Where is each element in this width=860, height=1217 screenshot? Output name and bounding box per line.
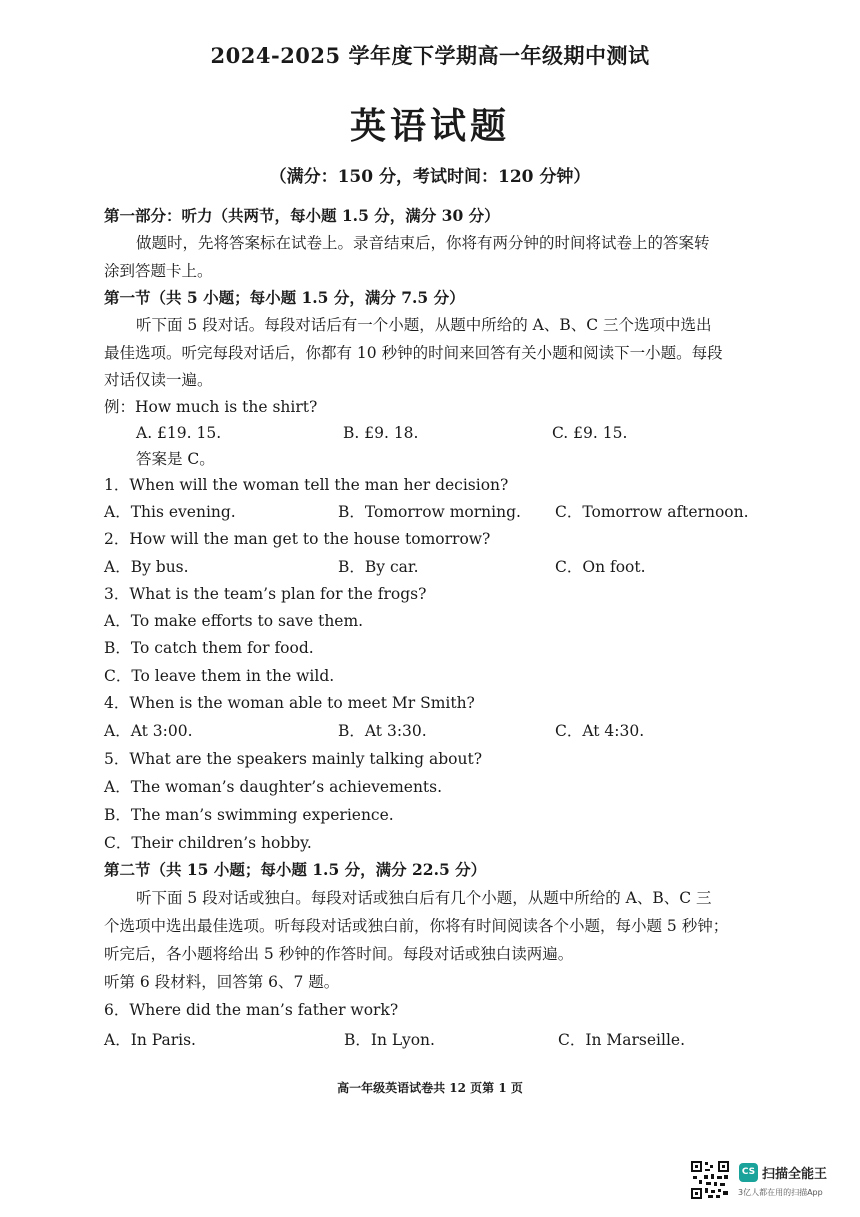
question-3-option-c: C．To leave them in the wild. [104,667,335,685]
page-footer: 高一年级英语试卷共 12 页第 1 页 [337,1081,523,1095]
question-2-stem: 2．How will the man get to the house tomorrow? [104,530,491,548]
question-5-option-a: A．The woman’s daughter’s achievements. [104,778,443,796]
section2-instruction-line1: 听下面 5 段对话或独白。每段对话或独白后有几个小题，从题中所给的 A、B、C 三 [136,889,712,907]
section1-instruction-line3: 对话仅读一遍。 [104,371,213,389]
question-1-option-b: B．Tomorrow morning. [338,503,521,521]
section1-instruction-line1: 听下面 5 段对话。每段对话后有一个小题，从题中所给的 A、B、C 三个选项中选出 [136,316,712,334]
question-4-stem: 4．When is the woman able to meet Mr Smith? [104,694,475,712]
exam-title: 2024-2025 学年度下学期高一年级期中测试 [210,43,650,68]
example-option-a: A. £19. 15. [136,424,222,442]
question-2-option-a: A．By bus. [104,558,189,576]
scanner-watermark [690,1160,860,1205]
question-6-option-b: B．In Lyon. [344,1031,435,1049]
question-2-option-b: B．By car. [338,558,419,576]
question-3-stem: 3．What is the team’s plan for the frogs? [104,585,427,603]
scanner-logo-icon: CS [739,1163,758,1182]
section2-heading: 第二节（共 15 小题；每小题 1.5 分，满分 22.5 分） [104,860,487,879]
question-4-option-a: A．At 3:00. [104,722,193,740]
question-3-option-b: B．To catch them for food. [104,639,314,657]
score-info: （满分：150 分，考试时间：120 分钟） [269,167,591,187]
section1-instruction-line2: 最佳选项。听完每段对话后，你都有 10 秒钟的时间来回答有关小题和阅读下一小题。每段 [104,344,723,362]
question-4-option-c: C．At 4:30. [555,722,645,740]
example-question: 例：How much is the shirt? [104,398,318,416]
part1-instruction-line1: 做题时，先将答案标在试卷上。录音结束后，你将有两分钟的时间将试卷上的答案转 [136,234,710,252]
example-option-b: B. £9. 18. [343,424,419,442]
subject-title: 英语试题 [349,105,510,147]
question-3-option-a: A．To make efforts to save them. [104,612,364,630]
scanner-tagline: 3亿人都在用的扫描App [738,1188,823,1197]
section1-heading: 第一节（共 5 小题；每小题 1.5 分，满分 7.5 分） [104,288,465,307]
part1-heading: 第一部分：听力（共两节，每小题 1.5 分，满分 30 分） [104,206,500,225]
question-1-option-c: C．Tomorrow afternoon. [555,503,749,521]
question-6-option-c: C．In Marseille. [558,1031,686,1049]
question-6-stem: 6．Where did the man’s father work? [104,1001,399,1019]
example-answer: 答案是 C。 [136,450,215,468]
question-1-option-a: A．This evening. [104,503,236,521]
question-5-stem: 5．What are the speakers mainly talking about? [104,750,483,768]
question-6-option-a: A．In Paris. [104,1031,196,1049]
example-option-c: C. £9. 15. [552,424,628,442]
question-5-option-b: B．The man’s swimming experience. [104,806,394,824]
question-2-option-c: C．On foot. [555,558,646,576]
qr-code-icon [690,1160,730,1200]
section2-instruction-line3: 听完后，各小题将给出 5 秒钟的作答时间。每段对话或独白读两遍。 [104,945,574,963]
scanner-app-name: 扫描全能王 [762,1167,828,1182]
question-1-stem: 1．When will the woman tell the man her decision? [104,476,509,494]
material-6-note: 听第 6 段材料，回答第 6、7 题。 [104,973,340,991]
part1-instruction-line2: 涂到答题卡上。 [104,262,213,280]
section2-instruction-line2: 个选项中选出最佳选项。听每段对话或独白前，你将有时间阅读各个小题，每小题 5 秒钟； [104,917,729,935]
question-5-option-c: C．Their children’s hobby. [104,834,312,852]
question-4-option-b: B．At 3:30. [338,722,427,740]
